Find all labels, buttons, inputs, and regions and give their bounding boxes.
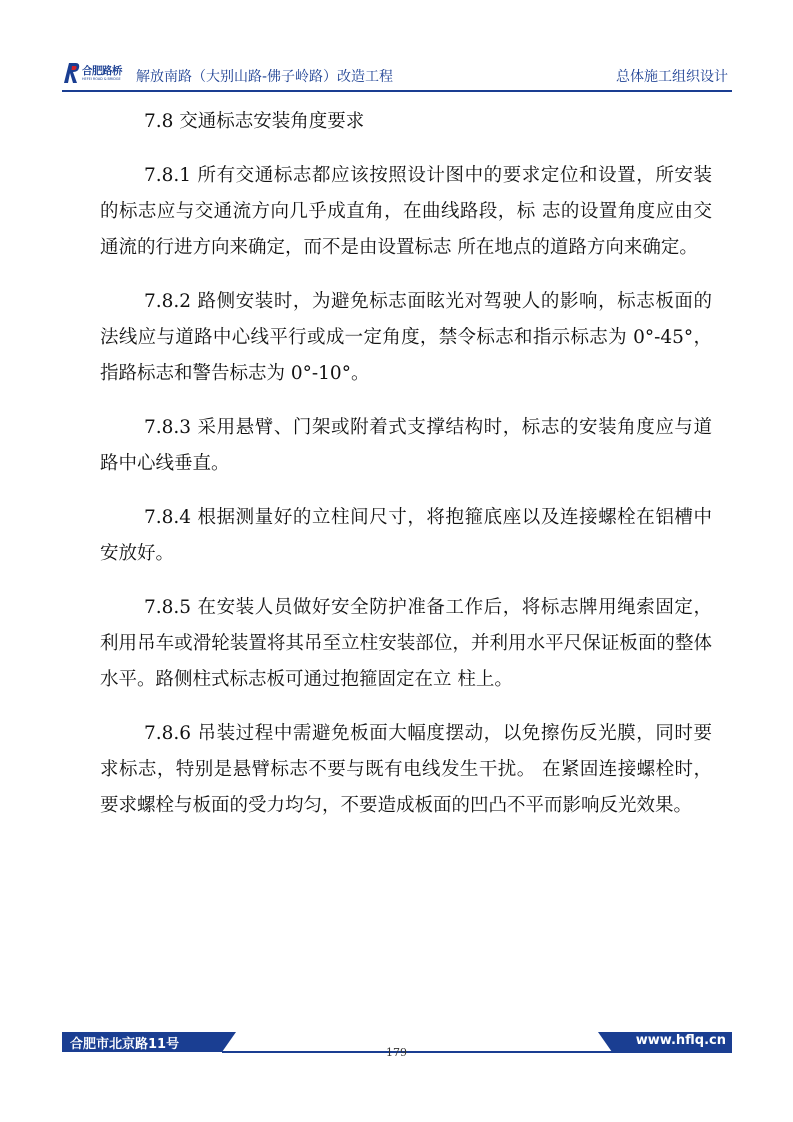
document-body: [100, 104, 712, 842]
paragraph-text: 7.8.2 路侧安装时，为避免标志面眩光对驾驶人的影响，标志板面的 法线应与道路中心线平行或成一定角度，禁令标志和指示标志为 0°-45°， 指路标志和警告标志为 0°-10°。: [100, 291, 712, 384]
header-divider: [62, 90, 732, 92]
paragraph-7-8-6: [100, 716, 712, 824]
paragraph-7-8-1: [100, 158, 712, 266]
logo-mark-icon: [62, 62, 80, 84]
document-title: 总体施工组织设计: [616, 69, 728, 85]
company-logo: [62, 62, 132, 88]
paragraph-text: 7.8.6 吊装过程中需避免板面大幅度摆动，以免擦伤反光膜，同时要求标志，特别是悬臂标志不要与既有电线发生干扰。 在紧固连接螺栓时， 要求螺栓与板面的受力均匀，不要造成板面的凹凸不平而影响反光效果。: [100, 723, 712, 816]
page-header: [62, 60, 732, 90]
paragraph-text: 7.8.3 采用悬臂、门架或附着式支撑结构时，标志的安装角度应与道路中心线垂直。: [100, 417, 712, 474]
footer-website: www.hflq.cn: [635, 1033, 726, 1048]
paragraph-7-8-5: [100, 590, 712, 698]
paragraph-7-8-2: [100, 284, 712, 392]
project-title: 解放南路（大别山路-佛子岭路）改造工程: [136, 69, 394, 85]
footer-address: 合肥市北京路11号: [70, 1037, 180, 1052]
section-heading: 7.8 交通标志安装角度要求: [144, 111, 365, 132]
paragraph-7-8-3: [100, 410, 712, 482]
page-number: 179: [386, 1046, 407, 1059]
paragraph-text: 7.8.4 根据测量好的立柱间尺寸，将抱箍底座以及连接螺栓在铝槽中安放好。: [100, 507, 712, 564]
paragraph-text: 7.8.1 所有交通标志都应该按照设计图中的要求定位和设置，所安装的标志应与交通流方向几乎成直角，在曲线路段，标 志的设置角度应由交通流的行进方向来确定，而不是由设置标志 所在地点的道路方向来确定。: [100, 165, 712, 258]
logo-text: 合肥路桥: [82, 65, 122, 77]
logo-subtext: HEFEI ROAD & BRIDGE: [82, 77, 121, 81]
paragraph-text: 7.8.5 在安装人员做好安全防护准备工作后，将标志牌用绳索固定， 利用吊车或滑轮装置将其吊至立柱安装部位，并利用水平尺保证板面的整体水平。路侧柱式标志板可通过抱箍固定在立 柱上。: [100, 597, 712, 690]
paragraph-7-8-4: [100, 500, 712, 572]
